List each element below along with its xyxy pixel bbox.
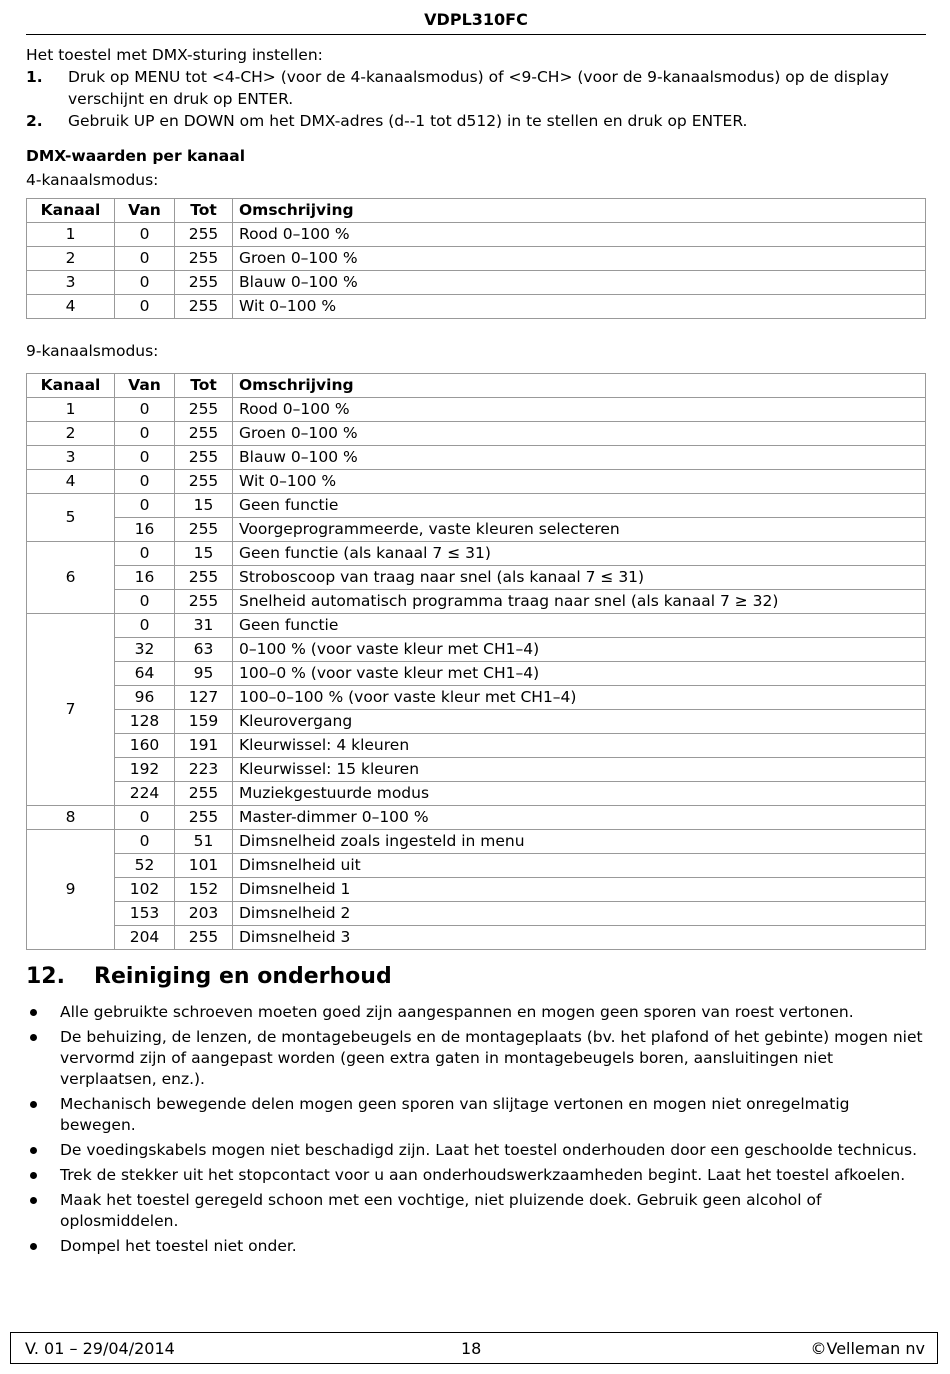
cell-omschrijving: Dimsnelheid uit: [233, 854, 926, 878]
cell-kanaal: 1: [27, 398, 115, 422]
cell-kanaal: 3: [27, 271, 115, 295]
page-content: [26, 44, 926, 1261]
chapter-title: Reiniging en onderhoud: [94, 964, 392, 989]
cell-van: 0: [115, 830, 175, 854]
cell-tot: 255: [175, 271, 233, 295]
cell-van: 96: [115, 686, 175, 710]
list-item-text: Dompel het toestel niet onder.: [60, 1237, 297, 1255]
cell-tot: 191: [175, 734, 233, 758]
mode4-label: 4-kanaalsmodus:: [26, 171, 159, 189]
chapter-number: 12.: [26, 964, 65, 989]
cell-kanaal: 4: [27, 470, 115, 494]
footer-page-number: 18: [461, 1339, 482, 1358]
col-header-kanaal: Kanaal: [27, 199, 115, 223]
cell-omschrijving: Geen functie (als kanaal 7 ≤ 31): [233, 542, 926, 566]
bullet-icon: [30, 1172, 37, 1179]
bullet-icon: [30, 1009, 37, 1016]
cell-tot: 255: [175, 247, 233, 271]
document-header-title: VDPL310FC: [26, 6, 926, 35]
cell-tot: 255: [175, 398, 233, 422]
setup-steps: [26, 66, 926, 132]
table-row: [27, 734, 926, 758]
cell-van: 0: [115, 271, 175, 295]
cell-kanaal: 2: [27, 247, 115, 271]
footer-version: V. 01 – 29/04/2014: [25, 1339, 175, 1358]
footer-copyright: ©Velleman nv: [810, 1339, 925, 1358]
mode9-label: 9-kanaalsmodus:: [26, 342, 159, 360]
cell-omschrijving: Geen functie: [233, 494, 926, 518]
table-row: [27, 614, 926, 638]
bullet-icon: [30, 1147, 37, 1154]
cell-tot: 255: [175, 590, 233, 614]
table-row: [27, 878, 926, 902]
list-item: [26, 1002, 926, 1023]
list-item-text: Mechanisch bewegende delen mogen geen sporen van slijtage vertonen en mogen niet onregelmatig bewegen.: [60, 1095, 850, 1134]
table-row: [27, 295, 926, 319]
cell-tot: 127: [175, 686, 233, 710]
table-row: [27, 662, 926, 686]
table-header-row: [27, 374, 926, 398]
cell-omschrijving: Snelheid automatisch programma traag naar snel (als kanaal 7 ≥ 32): [233, 590, 926, 614]
cell-omschrijving: Dimsnelheid 1: [233, 878, 926, 902]
list-item: [26, 1094, 926, 1136]
step-item: [26, 110, 926, 132]
table-row: [27, 446, 926, 470]
cell-omschrijving: Kleurwissel: 15 kleuren: [233, 758, 926, 782]
cell-tot: 255: [175, 446, 233, 470]
cell-van: 0: [115, 422, 175, 446]
cell-tot: 255: [175, 926, 233, 950]
cell-omschrijving: Muziekgestuurde modus: [233, 782, 926, 806]
cell-van: 0: [115, 223, 175, 247]
cell-omschrijving: Kleurovergang: [233, 710, 926, 734]
cell-van: 153: [115, 902, 175, 926]
cell-tot: 255: [175, 470, 233, 494]
cell-tot: 51: [175, 830, 233, 854]
cell-omschrijving: Geen functie: [233, 614, 926, 638]
table-row: [27, 686, 926, 710]
table-row: [27, 758, 926, 782]
cell-omschrijving: Stroboscoop van traag naar snel (als kanaal 7 ≤ 31): [233, 566, 926, 590]
list-item: [26, 1027, 926, 1090]
cell-kanaal: 5: [27, 494, 115, 542]
cell-van: 16: [115, 518, 175, 542]
table-row: [27, 494, 926, 518]
cell-tot: 255: [175, 518, 233, 542]
bullet-icon: [30, 1034, 37, 1041]
cell-tot: 15: [175, 494, 233, 518]
cell-omschrijving: Dimsnelheid 3: [233, 926, 926, 950]
list-item-text: Trek de stekker uit het stopcontact voor u aan onderhoudswerkzaamheden begint. Laat het toestel afkoelen.: [60, 1166, 906, 1184]
cell-van: 16: [115, 566, 175, 590]
list-item-text: Maak het toestel geregeld schoon met een vochtige, niet pluizende doek. Gebruik geen alcohol of oplosmiddelen.: [60, 1191, 822, 1230]
col-header-omschrijving: Omschrijving: [233, 199, 926, 223]
table-row: [27, 223, 926, 247]
step-text: Gebruik UP en DOWN om het DMX-adres (d--1 tot d512) in te stellen en druk op ENTER.: [68, 112, 748, 130]
col-header-van: Van: [115, 199, 175, 223]
cell-van: 32: [115, 638, 175, 662]
table-row: [27, 854, 926, 878]
cell-van: 0: [115, 446, 175, 470]
cell-tot: 255: [175, 566, 233, 590]
cell-van: 0: [115, 247, 175, 271]
cell-omschrijving: 100–0 % (voor vaste kleur met CH1–4): [233, 662, 926, 686]
table-row: [27, 902, 926, 926]
cell-omschrijving: Blauw 0–100 %: [233, 271, 926, 295]
cell-omschrijving: 0–100 % (voor vaste kleur met CH1–4): [233, 638, 926, 662]
cell-van: 0: [115, 590, 175, 614]
table-row: [27, 271, 926, 295]
cell-omschrijving: Dimsnelheid 2: [233, 902, 926, 926]
table-row: [27, 422, 926, 446]
table-row: [27, 710, 926, 734]
cell-kanaal: 4: [27, 295, 115, 319]
table-header-row: [27, 199, 926, 223]
cell-van: 0: [115, 614, 175, 638]
table-row: [27, 542, 926, 566]
dmx-table-4ch: [26, 198, 926, 319]
page-footer: [10, 1332, 938, 1364]
step-item: [26, 66, 926, 110]
cell-tot: 255: [175, 223, 233, 247]
cell-tot: 255: [175, 295, 233, 319]
cell-tot: 203: [175, 902, 233, 926]
dmx-table-9ch: [26, 373, 926, 950]
step-number: 2.: [26, 112, 43, 130]
cell-tot: 31: [175, 614, 233, 638]
col-header-omschrijving: Omschrijving: [233, 374, 926, 398]
cell-omschrijving: Rood 0–100 %: [233, 223, 926, 247]
table-row: [27, 806, 926, 830]
cell-omschrijving: Master-dimmer 0–100 %: [233, 806, 926, 830]
col-header-van: Van: [115, 374, 175, 398]
cell-van: 0: [115, 542, 175, 566]
cell-omschrijving: Wit 0–100 %: [233, 295, 926, 319]
cell-kanaal: 6: [27, 542, 115, 614]
list-item: [26, 1190, 926, 1232]
table-row: [27, 566, 926, 590]
cell-kanaal: 1: [27, 223, 115, 247]
cell-tot: 101: [175, 854, 233, 878]
cell-tot: 255: [175, 806, 233, 830]
cell-omschrijving: Groen 0–100 %: [233, 247, 926, 271]
cell-tot: 95: [175, 662, 233, 686]
cell-omschrijving: 100–0–100 % (voor vaste kleur met CH1–4): [233, 686, 926, 710]
cell-van: 192: [115, 758, 175, 782]
cell-van: 0: [115, 398, 175, 422]
bullet-icon: [30, 1243, 37, 1250]
bullet-icon: [30, 1101, 37, 1108]
col-header-tot: Tot: [175, 374, 233, 398]
cell-van: 128: [115, 710, 175, 734]
col-header-tot: Tot: [175, 199, 233, 223]
chapter-heading: [26, 962, 926, 992]
step-number: 1.: [26, 68, 43, 86]
list-item-text: De voedingskabels mogen niet beschadigd zijn. Laat het toestel onderhouden door een geschoolde technicus.: [60, 1141, 918, 1159]
cell-omschrijving: Rood 0–100 %: [233, 398, 926, 422]
list-item-text: Alle gebruikte schroeven moeten goed zijn aangespannen en mogen geen sporen van roest vertonen.: [60, 1003, 854, 1021]
cell-kanaal: 3: [27, 446, 115, 470]
intro-text: Het toestel met DMX-sturing instellen:: [26, 46, 323, 64]
cell-tot: 255: [175, 782, 233, 806]
cell-van: 0: [115, 470, 175, 494]
table-row: [27, 782, 926, 806]
cell-tot: 63: [175, 638, 233, 662]
cell-kanaal: 8: [27, 806, 115, 830]
cell-tot: 255: [175, 422, 233, 446]
cell-van: 0: [115, 494, 175, 518]
table-row: [27, 926, 926, 950]
cell-omschrijving: Wit 0–100 %: [233, 470, 926, 494]
cell-tot: 152: [175, 878, 233, 902]
list-item: [26, 1236, 926, 1257]
bullet-icon: [30, 1197, 37, 1204]
cell-tot: 159: [175, 710, 233, 734]
table-row: [27, 590, 926, 614]
list-item-text: De behuizing, de lenzen, de montagebeugels en de montageplaats (bv. het plafond of het gebinte) mogen niet vervormd zijn of aangepast worden (geen extra gaten in montagebeugels boren, aansluitingen niet verplaatsen, enz.).: [60, 1028, 923, 1088]
cell-tot: 15: [175, 542, 233, 566]
table-row: [27, 247, 926, 271]
table-row: [27, 470, 926, 494]
cell-van: 204: [115, 926, 175, 950]
cell-kanaal: 9: [27, 830, 115, 950]
cell-van: 224: [115, 782, 175, 806]
col-header-kanaal: Kanaal: [27, 374, 115, 398]
cell-van: 160: [115, 734, 175, 758]
list-item: [26, 1165, 926, 1186]
cell-omschrijving: Groen 0–100 %: [233, 422, 926, 446]
cell-van: 52: [115, 854, 175, 878]
maintenance-list: [26, 1002, 926, 1257]
list-item: [26, 1140, 926, 1161]
cell-omschrijving: Voorgeprogrammeerde, vaste kleuren selecteren: [233, 518, 926, 542]
dmx-section-title: DMX-waarden per kanaal: [26, 147, 246, 165]
cell-omschrijving: Blauw 0–100 %: [233, 446, 926, 470]
table-row: [27, 830, 926, 854]
cell-kanaal: 2: [27, 422, 115, 446]
table-row: [27, 398, 926, 422]
cell-kanaal: 7: [27, 614, 115, 806]
table-row: [27, 518, 926, 542]
table-row: [27, 638, 926, 662]
cell-omschrijving: Kleurwissel: 4 kleuren: [233, 734, 926, 758]
cell-omschrijving: Dimsnelheid zoals ingesteld in menu: [233, 830, 926, 854]
step-text: Druk op MENU tot <4-CH> (voor de 4-kanaalsmodus) of <9-CH> (voor de 9-kanaalsmodus) op de display verschijnt en druk op ENTER.: [68, 68, 889, 108]
cell-van: 64: [115, 662, 175, 686]
cell-van: 0: [115, 295, 175, 319]
cell-tot: 223: [175, 758, 233, 782]
cell-van: 0: [115, 806, 175, 830]
cell-van: 102: [115, 878, 175, 902]
